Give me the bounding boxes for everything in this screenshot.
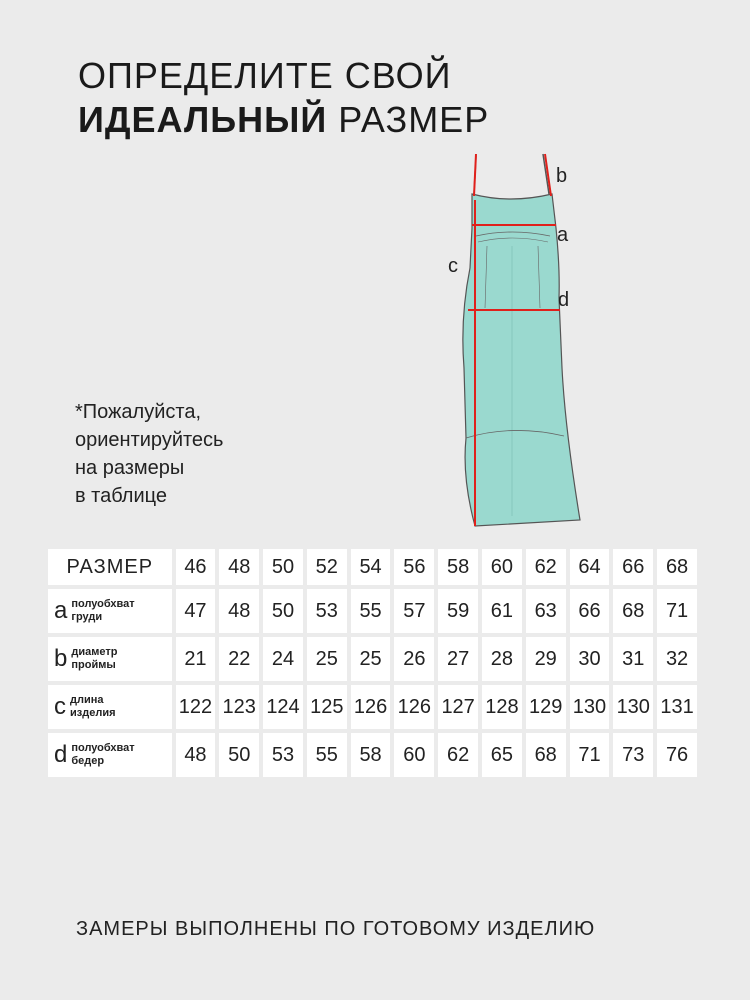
value-cell: 126 bbox=[351, 685, 391, 729]
value-cell: 50 bbox=[219, 733, 259, 777]
table-row bbox=[48, 685, 697, 729]
label-b: b bbox=[556, 165, 568, 187]
row-label bbox=[48, 685, 172, 729]
row-description: полуобхват груди bbox=[71, 598, 135, 623]
row-letter: c bbox=[54, 693, 66, 720]
value-cell: 125 bbox=[307, 685, 347, 729]
value-cell: 71 bbox=[657, 589, 697, 633]
value-cell: 29 bbox=[526, 637, 566, 681]
value-cell: 53 bbox=[263, 733, 303, 777]
size-cell: 54 bbox=[351, 549, 391, 585]
value-cell: 60 bbox=[394, 733, 434, 777]
value-cell: 30 bbox=[570, 637, 610, 681]
value-cell: 26 bbox=[394, 637, 434, 681]
measure-b-left bbox=[474, 154, 476, 196]
value-cell: 130 bbox=[613, 685, 653, 729]
value-cell: 28 bbox=[482, 637, 522, 681]
value-cell: 73 bbox=[613, 733, 653, 777]
row-label bbox=[48, 589, 172, 633]
value-cell: 32 bbox=[657, 637, 697, 681]
note-line: *Пожалуйста, bbox=[75, 401, 202, 423]
value-cell: 24 bbox=[263, 637, 303, 681]
size-cell: 56 bbox=[394, 549, 434, 585]
value-cell: 25 bbox=[307, 637, 347, 681]
row-description: полуобхват бедер bbox=[71, 742, 135, 767]
value-cell: 31 bbox=[613, 637, 653, 681]
value-cell: 124 bbox=[263, 685, 303, 729]
value-cell: 126 bbox=[394, 685, 434, 729]
note-line: ориентируйтесь bbox=[75, 429, 224, 451]
value-cell: 59 bbox=[438, 589, 478, 633]
title-rest: РАЗМЕР bbox=[327, 99, 490, 140]
size-cell: 68 bbox=[657, 549, 697, 585]
value-cell: 127 bbox=[438, 685, 478, 729]
size-cell: 48 bbox=[219, 549, 259, 585]
size-cell: 62 bbox=[526, 549, 566, 585]
value-cell: 63 bbox=[526, 589, 566, 633]
row-letter: b bbox=[54, 645, 68, 672]
label-c: c bbox=[448, 255, 458, 277]
page-title bbox=[78, 54, 489, 142]
row-letter: d bbox=[54, 741, 68, 768]
size-cell: 52 bbox=[307, 549, 347, 585]
value-cell: 27 bbox=[438, 637, 478, 681]
value-cell: 68 bbox=[526, 733, 566, 777]
value-cell: 47 bbox=[176, 589, 216, 633]
value-cell: 76 bbox=[657, 733, 697, 777]
value-cell: 55 bbox=[351, 589, 391, 633]
value-cell: 48 bbox=[219, 589, 259, 633]
value-cell: 25 bbox=[351, 637, 391, 681]
label-d: d bbox=[558, 289, 570, 311]
size-cell: 66 bbox=[613, 549, 653, 585]
row-letter: a bbox=[54, 597, 68, 624]
size-cell: 58 bbox=[438, 549, 478, 585]
table-row bbox=[48, 733, 697, 777]
row-label bbox=[48, 637, 172, 681]
row-description: длина изделия bbox=[70, 694, 116, 719]
value-cell: 22 bbox=[219, 637, 259, 681]
note-line: в таблице bbox=[75, 485, 167, 507]
size-cell: 46 bbox=[176, 549, 216, 585]
row-description: диаметр проймы bbox=[71, 646, 118, 671]
note-line: на размеры bbox=[75, 457, 185, 479]
value-cell: 65 bbox=[482, 733, 522, 777]
value-cell: 130 bbox=[570, 685, 610, 729]
size-cell: 60 bbox=[482, 549, 522, 585]
table-row bbox=[48, 589, 697, 633]
value-cell: 62 bbox=[438, 733, 478, 777]
value-cell: 129 bbox=[526, 685, 566, 729]
title-bold-word: ИДЕАЛЬНЫЙ bbox=[78, 99, 328, 140]
value-cell: 50 bbox=[263, 589, 303, 633]
value-cell: 128 bbox=[482, 685, 522, 729]
row-label bbox=[48, 733, 172, 777]
size-cell: 50 bbox=[263, 549, 303, 585]
dress-diagram bbox=[432, 148, 592, 533]
value-cell: 55 bbox=[307, 733, 347, 777]
label-a: a bbox=[557, 224, 569, 246]
value-cell: 21 bbox=[176, 637, 216, 681]
size-header-row bbox=[48, 549, 697, 585]
value-cell: 122 bbox=[176, 685, 216, 729]
value-cell: 57 bbox=[394, 589, 434, 633]
table-row bbox=[48, 637, 697, 681]
value-cell: 123 bbox=[219, 685, 259, 729]
size-header-label: РАЗМЕР bbox=[48, 549, 172, 585]
value-cell: 61 bbox=[482, 589, 522, 633]
value-cell: 131 bbox=[657, 685, 697, 729]
size-table bbox=[44, 545, 701, 781]
value-cell: 66 bbox=[570, 589, 610, 633]
value-cell: 58 bbox=[351, 733, 391, 777]
value-cell: 48 bbox=[176, 733, 216, 777]
title-line-1: ОПРЕДЕЛИТЕ СВОЙ bbox=[78, 55, 452, 96]
footer-note: ЗАМЕРЫ ВЫПОЛНЕНЫ ПО ГОТОВОМУ ИЗДЕЛИЮ bbox=[76, 918, 596, 940]
value-cell: 68 bbox=[613, 589, 653, 633]
size-cell: 64 bbox=[570, 549, 610, 585]
title-line-2 bbox=[78, 98, 489, 142]
value-cell: 53 bbox=[307, 589, 347, 633]
size-note bbox=[75, 398, 223, 510]
value-cell: 71 bbox=[570, 733, 610, 777]
